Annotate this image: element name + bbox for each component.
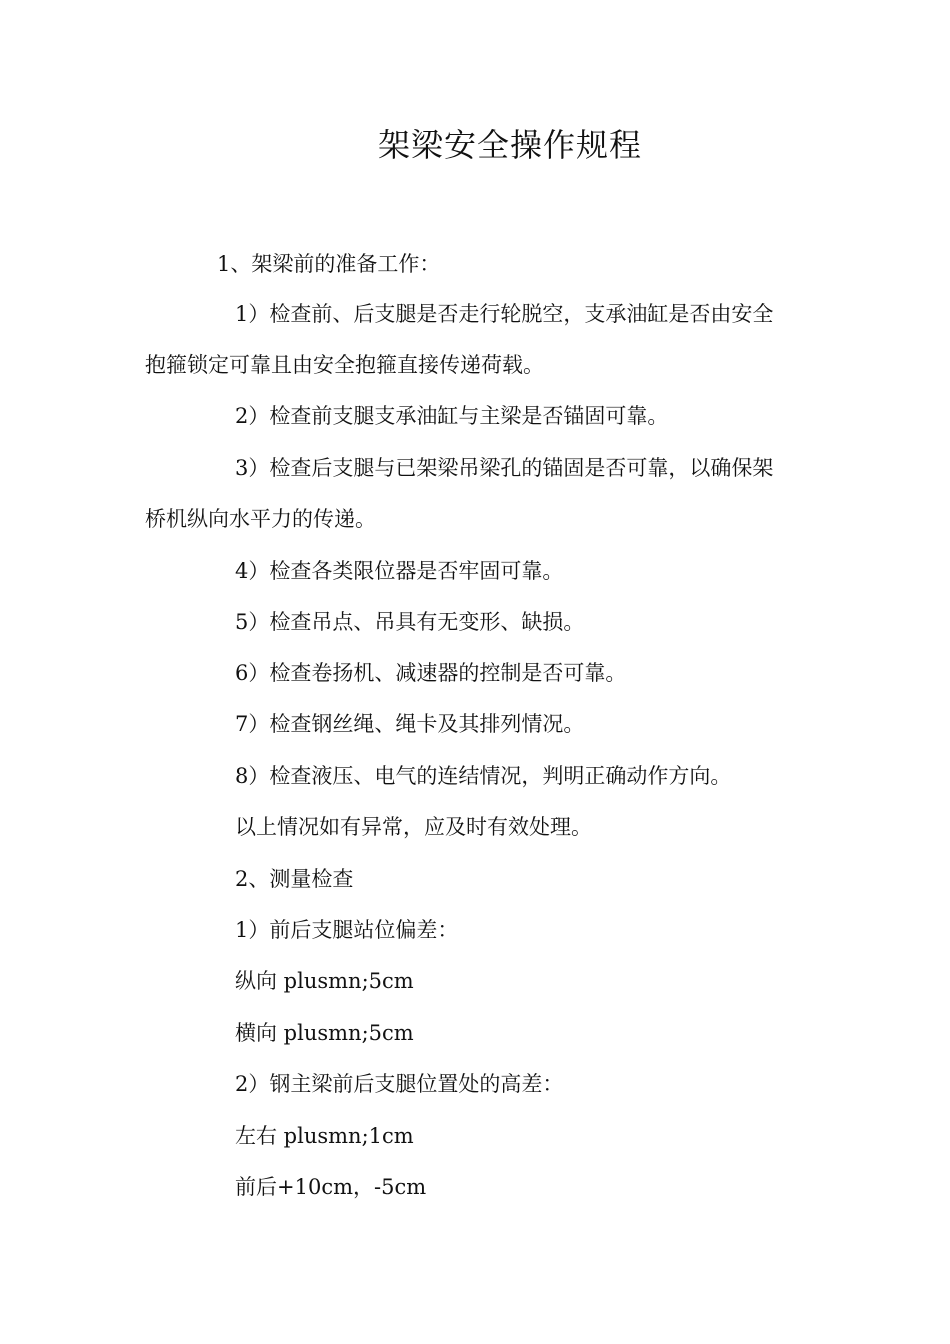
paragraph-line: 2）钢主梁前后支腿位置处的高差： bbox=[235, 1072, 564, 1096]
paragraph-line: 纵向 plusmn;5cm bbox=[235, 969, 414, 993]
paragraph-line: 桥机纵向水平力的传递。 bbox=[145, 507, 376, 531]
paragraph-line: 以上情况如有异常，应及时有效处理。 bbox=[235, 815, 592, 839]
paragraph-line: 7）检查钢丝绳、绳卡及其排列情况。 bbox=[235, 712, 585, 736]
paragraph-line: 8）检查液压、电气的连结情况，判明正确动作方向。 bbox=[235, 764, 732, 788]
document-title: 架梁安全操作规程 bbox=[377, 126, 642, 164]
paragraph-line: 1）检查前、后支腿是否走行轮脱空，支承油缸是否由安全 bbox=[235, 302, 774, 326]
paragraph-line: 1）前后支腿站位偏差： bbox=[235, 918, 459, 942]
section-heading-1: 1、架梁前的准备工作： bbox=[217, 252, 441, 276]
paragraph-line: 3）检查后支腿与已架梁吊梁孔的锚固是否可靠，以确保架 bbox=[235, 456, 774, 480]
section-heading-2: 2、测量检查 bbox=[235, 867, 354, 891]
paragraph-line: 2）检查前支腿支承油缸与主梁是否锚固可靠。 bbox=[235, 404, 669, 428]
paragraph-line: 左右 plusmn;1cm bbox=[235, 1124, 414, 1148]
paragraph-line: 前后+10cm，-5cm bbox=[235, 1175, 427, 1199]
paragraph-line: 5）检查吊点、吊具有无变形、缺损。 bbox=[235, 610, 585, 634]
paragraph-line: 抱箍锁定可靠且由安全抱箍直接传递荷载。 bbox=[145, 353, 544, 377]
paragraph-line: 6）检查卷扬机、减速器的控制是否可靠。 bbox=[235, 661, 627, 685]
paragraph-line: 4）检查各类限位器是否牢固可靠。 bbox=[235, 559, 564, 583]
paragraph-line: 横向 plusmn;5cm bbox=[235, 1021, 414, 1045]
